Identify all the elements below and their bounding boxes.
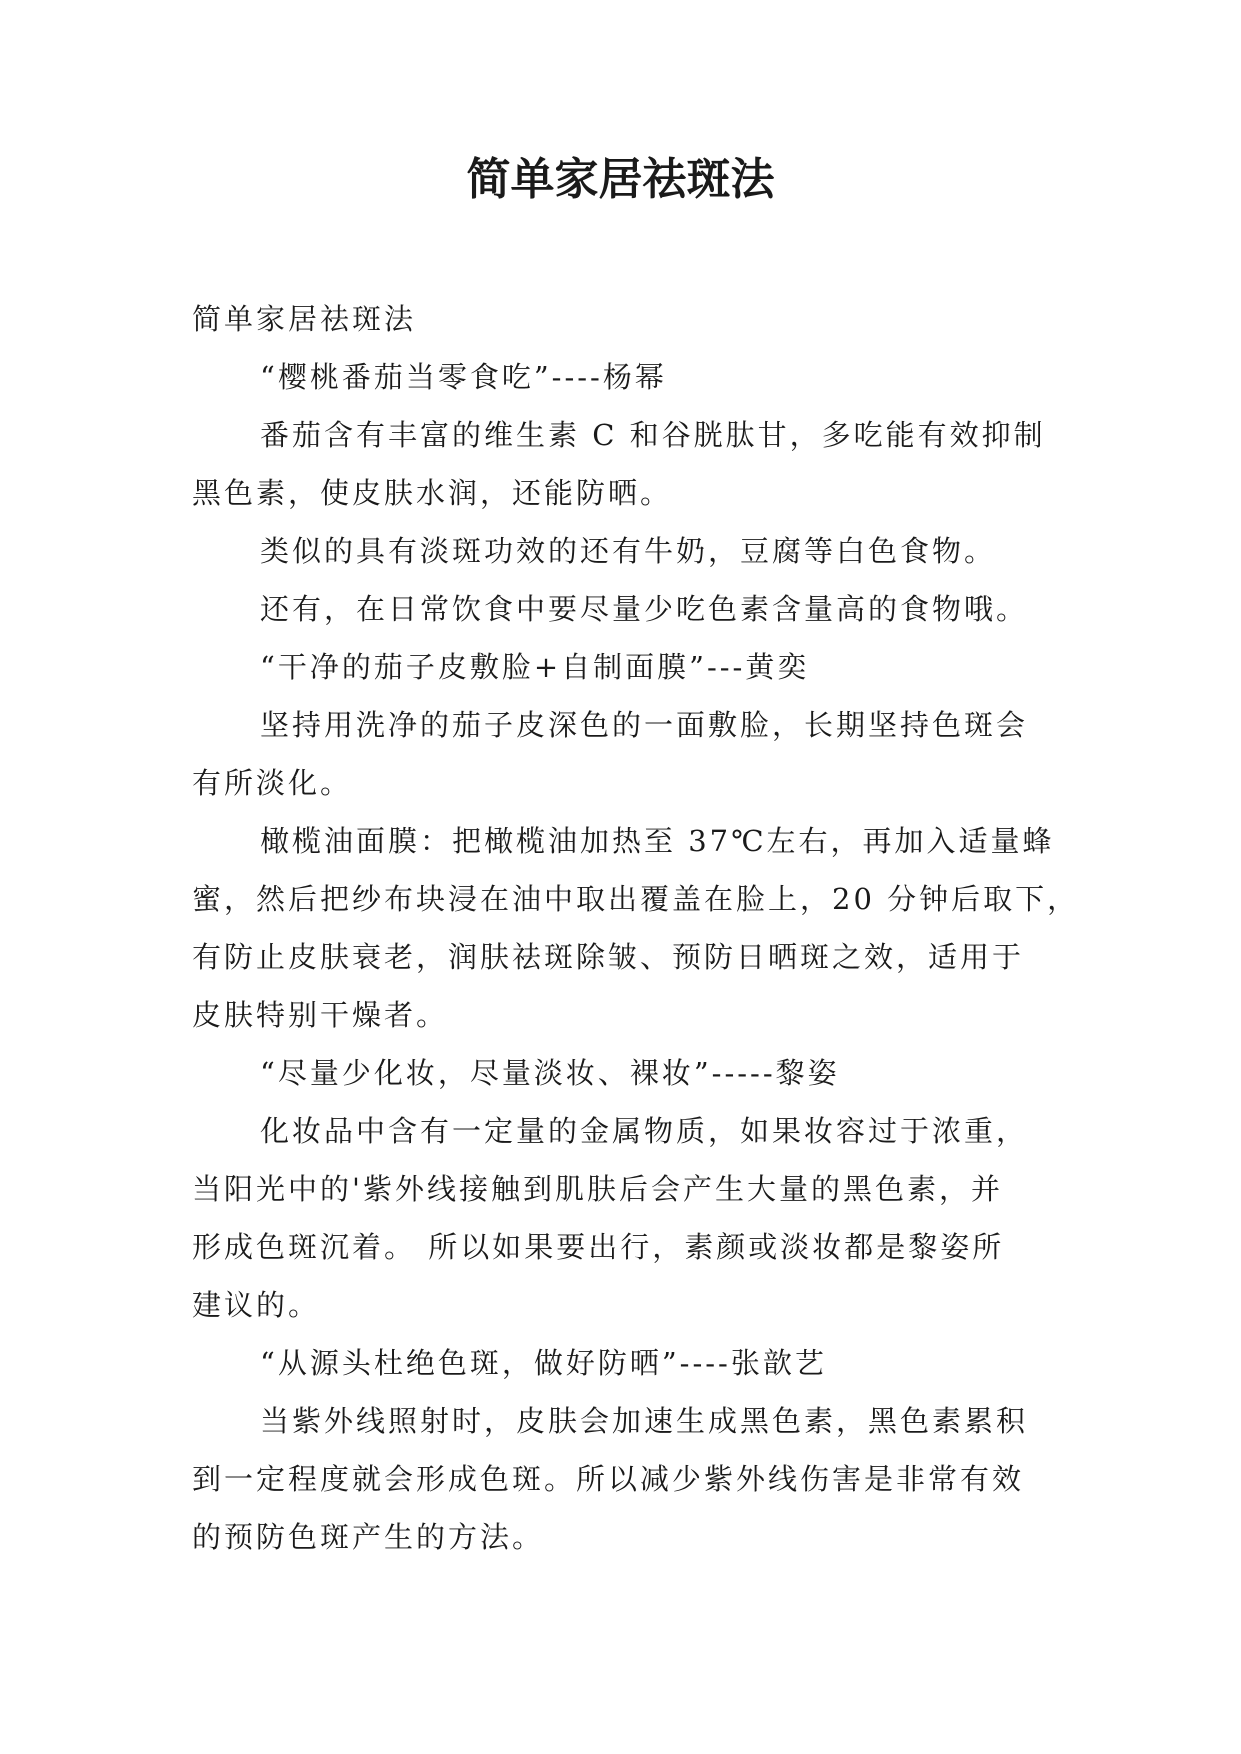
text-line: 蜜，然后把纱布块浸在油中取出覆盖在脸上，20 分钟后取下，: [192, 882, 1080, 916]
text-line: 的预防色斑产生的方法。: [192, 1520, 545, 1554]
text-line: “樱桃番茄当零食吃”----杨幂: [260, 360, 667, 394]
text-line: 当紫外线照射时，皮肤会加速生成黑色素，黑色素累积: [260, 1404, 1029, 1438]
text-line: 简单家居祛斑法: [192, 302, 417, 336]
document-body: [192, 290, 1080, 1566]
text-line: 黑色素，使皮肤水润，还能防晒。: [192, 476, 673, 510]
text-line: 有所淡化。: [192, 766, 353, 800]
text-line: 橄榄油面膜：把橄榄油加热至 37℃左右，再加入适量蜂: [260, 824, 1055, 858]
text-line: 皮肤特别干燥者。: [192, 998, 449, 1032]
text-line: “尽量少化妆，尽量淡妆、裸妆”-----黎姿: [260, 1056, 840, 1090]
text-line: 到一定程度就会形成色斑。所以减少紫外线伤害是非常有效: [192, 1462, 1025, 1496]
text-line: “干净的茄子皮敷脸+自制面膜”---黄奕: [260, 650, 810, 684]
text-line: 当阳光中的'紫外线接触到肌肤后会产生大量的黑色素，并: [192, 1172, 1003, 1206]
text-line: 类似的具有淡斑功效的还有牛奶，豆腐等白色食物。: [260, 534, 997, 568]
text-line: 还有，在日常饮食中要尽量少吃色素含量高的食物哦。: [260, 592, 1029, 626]
text-line: 形成色斑沉着。 所以如果要出行，素颜或淡妆都是黎姿所: [192, 1230, 1005, 1264]
text-line: 有防止皮肤衰老，润肤祛斑除皱、预防日晒斑之效，适用于: [192, 940, 1025, 974]
text-line: 化妆品中含有一定量的金属物质，如果妆容过于浓重，: [260, 1114, 1029, 1148]
text-line: 番茄含有丰富的维生素 C 和谷胱肽甘，多吃能有效抑制: [260, 418, 1046, 452]
text-line: 建议的。: [192, 1288, 321, 1322]
text-line: 坚持用洗净的茄子皮深色的一面敷脸，长期坚持色斑会: [260, 708, 1029, 742]
page-title: 简单家居祛斑法: [466, 154, 775, 205]
text-line: “从源头杜绝色斑，做好防晒”----张歆艺: [260, 1346, 827, 1380]
